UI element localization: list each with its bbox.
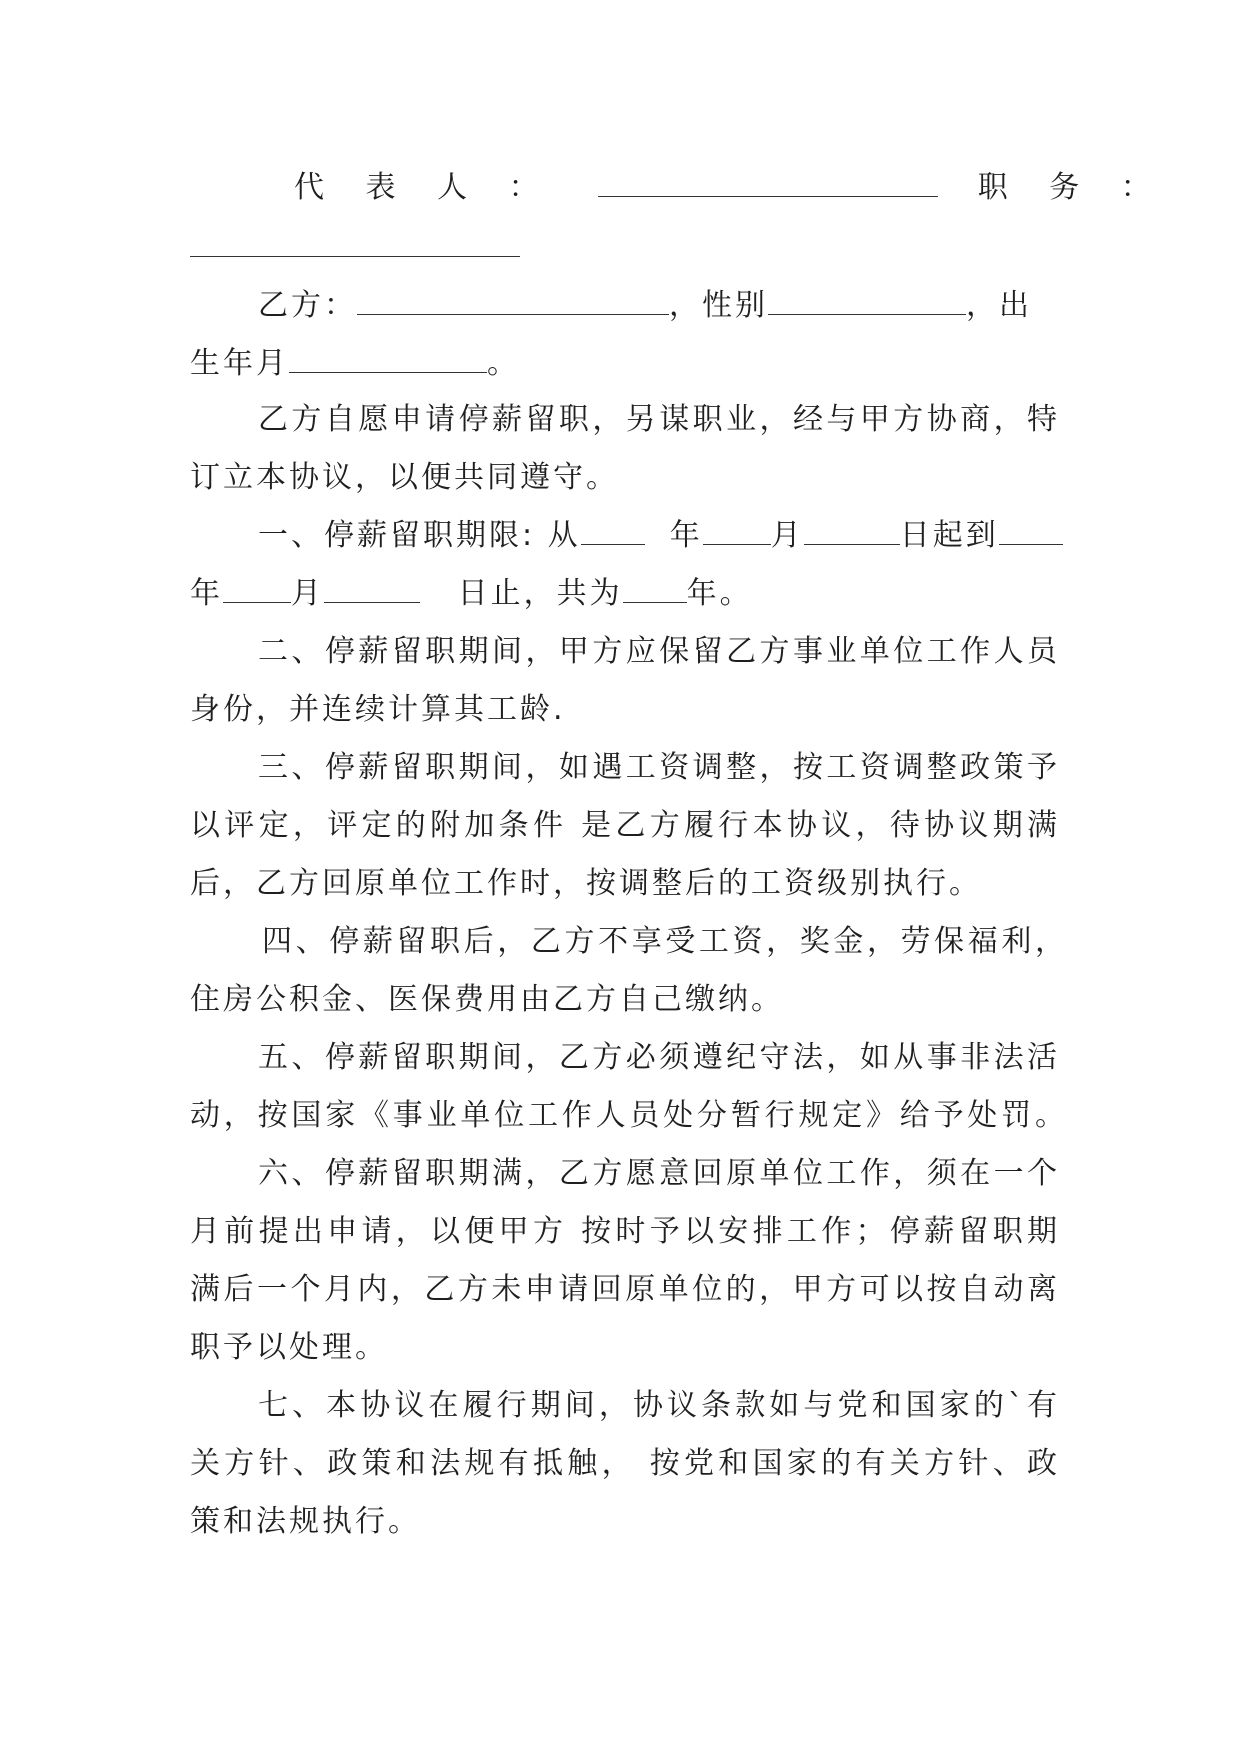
representative-line	[294, 168, 1167, 208]
duration-label: 年。	[686, 576, 753, 611]
start-day-blank	[804, 516, 900, 545]
gender-label: ，性别	[669, 288, 768, 323]
clause-2-line-1: 二、停薪留职期间，甲方应保留乙方事业单位工作人员	[258, 634, 1060, 669]
gender-blank	[768, 286, 966, 315]
clause-7-line-1: 七、本协议在履行期间，协议条款如与党和国家的`有	[258, 1388, 1060, 1423]
position-blank	[190, 256, 520, 257]
end-day-label: 日止，共为	[457, 576, 623, 611]
clause-1-prefix: 一、停薪留职期限: 从	[258, 518, 581, 553]
end-month-blank	[223, 574, 291, 603]
duration-blank	[623, 574, 687, 603]
start-month-label: 月	[770, 518, 804, 553]
clause-7-line-3: 策和法规执行。	[190, 1504, 421, 1539]
intro-line-1: 乙方自愿申请停薪留职，另谋职业，经与甲方协商，特	[258, 402, 1060, 437]
clause-3-line-1: 三、停薪留职期间，如遇工资调整，按工资调整政策予	[258, 750, 1060, 785]
position-label: 职 务 ：	[977, 170, 1167, 205]
clause-3-line-3: 后，乙方回原单位工作时，按调整后的工资级别执行。	[190, 866, 982, 901]
birth-label: 生年月	[190, 346, 289, 381]
end-year-label: 年	[190, 576, 223, 611]
birth-blank	[289, 344, 487, 373]
party-b-line	[258, 286, 1060, 326]
clause-3-line-2: 以评定，评定的附加条件 是乙方履行本协议，待协议期满	[190, 808, 1060, 843]
clause-2-line-2: 身份，并连续计算其工龄.	[190, 692, 566, 727]
clause-7-line-2: 关方针、政策和法规有抵触， 按党和国家的有关方针、政	[190, 1446, 1060, 1481]
birth-line	[190, 344, 1060, 384]
clause-5-line-1: 五、停薪留职期间，乙方必须遵纪守法，如从事非法活	[258, 1040, 1060, 1075]
clause-6-line-1: 六、停薪留职期满，乙方愿意回原单位工作，须在一个	[258, 1156, 1060, 1191]
start-year-label: 年	[669, 518, 703, 553]
clause-6-line-3: 满后一个月内，乙方未申请回原单位的，甲方可以按自动离	[190, 1272, 1060, 1307]
clause-4-line-2: 住房公积金、医保费用由乙方自己缴纳。	[190, 982, 784, 1017]
party-b-label: 乙方：	[258, 288, 357, 323]
clause-6-line-4: 职予以处理。	[190, 1330, 388, 1365]
party-b-name-blank	[357, 286, 669, 315]
clause-1-line-1	[258, 516, 1060, 556]
clause-5-line-2: 动，按国家《事业单位工作人员处分暂行规定》给予处罚。	[190, 1098, 1068, 1133]
representative-label: 代 表 人 ：	[294, 170, 555, 205]
end-month-label: 月	[291, 576, 324, 611]
start-month-blank	[703, 516, 771, 545]
clause-1-line-2	[190, 574, 1060, 614]
representative-blank	[598, 168, 938, 197]
start-day-label: 日起到	[899, 518, 999, 553]
clause-6-line-2: 月前提出申请，以便甲方 按时予以安排工作；停薪留职期	[190, 1214, 1060, 1249]
intro-line-2: 订立本协议，以便共同遵守。	[190, 460, 619, 495]
end-year-blank	[999, 516, 1063, 545]
end-day-blank	[324, 574, 420, 603]
clause-4-line-1: 四、停薪留职后，乙方不享受工资，奖金，劳保福利，	[262, 924, 1068, 959]
birth-prefix: ，出	[966, 288, 1032, 323]
start-year-blank	[581, 516, 645, 545]
birth-end: 。	[487, 346, 520, 381]
